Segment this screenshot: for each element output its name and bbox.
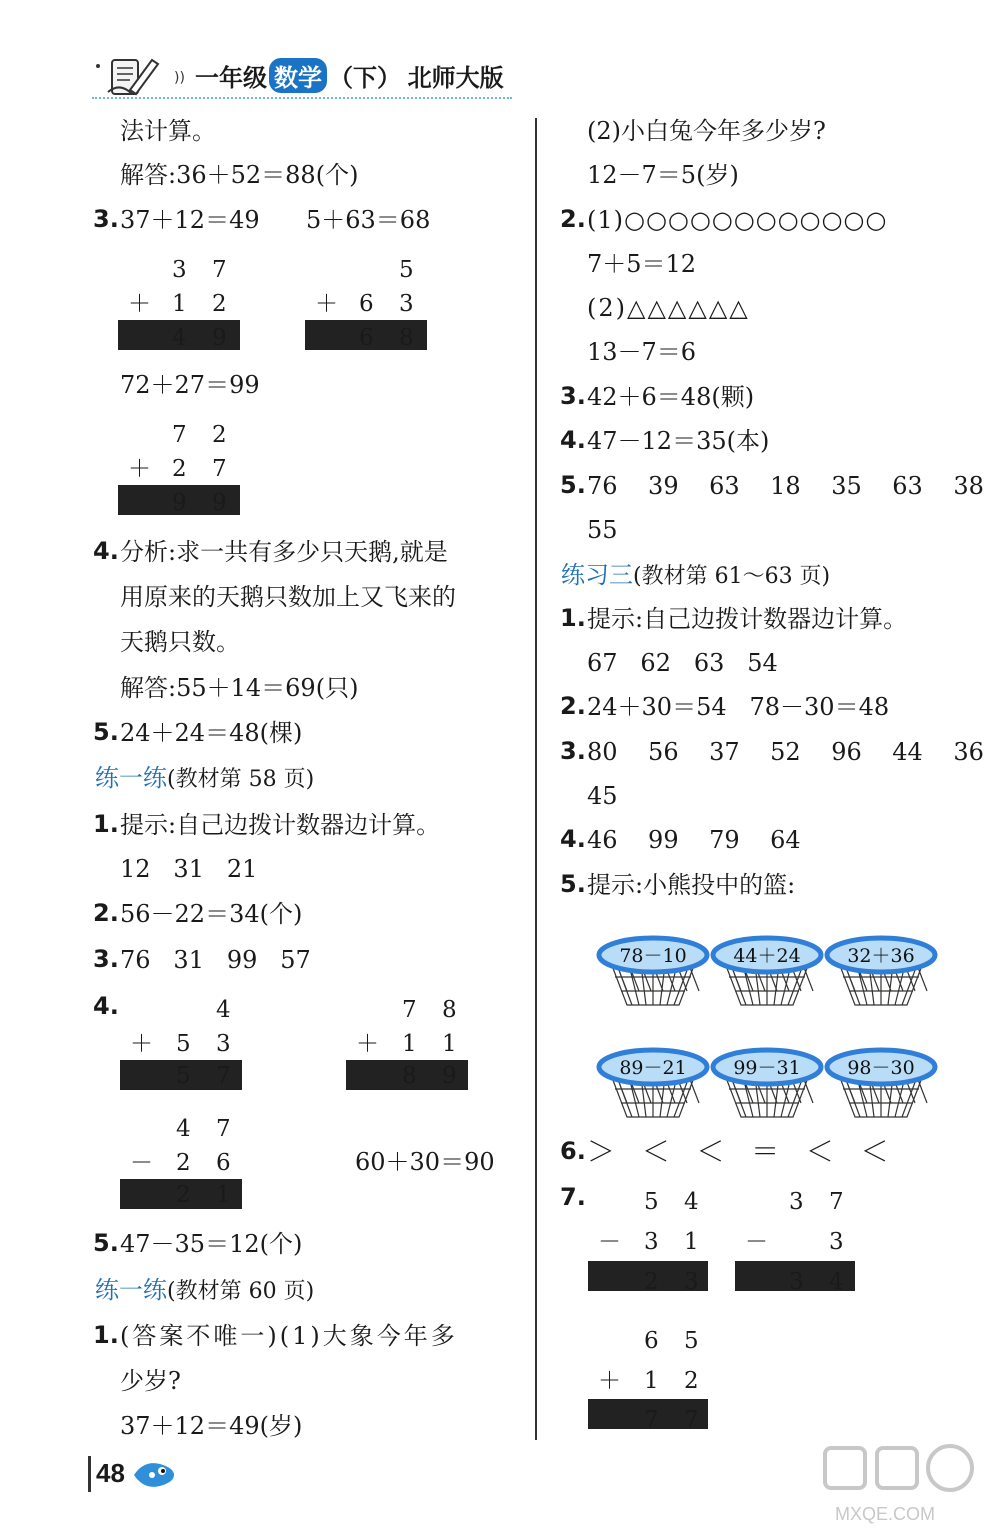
equation: 56－22＝34(个): [120, 900, 303, 928]
equation: 5＋63＝68: [306, 206, 431, 234]
question-number: 3.: [93, 205, 119, 233]
digit: 9: [212, 490, 227, 516]
fish-mascot-icon: [130, 1458, 178, 1492]
digit: 3: [399, 291, 414, 317]
operator: ＋: [598, 1368, 621, 1394]
digit: 7: [684, 1407, 699, 1433]
basket-grid: [596, 928, 946, 1128]
question-number: 4.: [560, 426, 586, 454]
answer-line: 76 31 99 57: [120, 946, 311, 974]
digit: 6: [644, 1328, 659, 1354]
basket: [827, 1050, 935, 1117]
digit: 4: [684, 1189, 699, 1215]
question-number: 1.: [560, 604, 586, 632]
digit: 7: [402, 997, 417, 1023]
digit: 3: [172, 257, 187, 283]
question-number: 1.: [93, 1321, 119, 1349]
digit: 2: [176, 1150, 191, 1176]
analysis-line: 分析:求一共有多少只天鹅,就是: [120, 538, 448, 566]
question-number: 4.: [560, 825, 586, 853]
hint-line: 提示:小熊投中的篮:: [587, 871, 796, 899]
pencil-book-icon: [96, 60, 158, 94]
digit: 2: [212, 422, 227, 448]
digit: 1: [402, 1031, 417, 1057]
watermark-logo: [815, 1440, 985, 1530]
circles-row: (1)○○○○○○○○○○○○: [587, 206, 888, 234]
answer-line: 76 39 63 18 35 63 38: [587, 472, 984, 500]
section-title: 练一练: [95, 1276, 167, 1304]
operator: －: [598, 1229, 621, 1255]
digit: 3: [829, 1229, 844, 1255]
digit: 5: [399, 257, 414, 283]
operator: －: [130, 1150, 153, 1176]
digit: 2: [212, 291, 227, 317]
digit: 1: [172, 291, 187, 317]
hint-line: 提示:自己边拨计数器边计算。: [120, 811, 441, 839]
section-reference: (教材第 58 页): [167, 767, 315, 792]
question-line: (答案不唯一)(1)大象今年多: [120, 1322, 458, 1350]
digit: 7: [172, 422, 187, 448]
operator: ＋: [356, 1031, 379, 1057]
answer-line: 67 62 63 54: [587, 649, 778, 677]
question-number: 4.: [93, 992, 119, 1020]
question-number: 3.: [560, 737, 586, 765]
header-grade: 一年级: [195, 65, 267, 92]
basket: [599, 1050, 707, 1117]
basket: [713, 1050, 821, 1117]
basket: [713, 938, 821, 1005]
equation: 12－7＝5(岁): [587, 161, 739, 189]
answer-line: 45: [587, 782, 618, 810]
svg-text:)): )): [174, 70, 185, 86]
digit: 8: [402, 1063, 417, 1089]
analysis-line: 天鹅只数。: [120, 628, 240, 656]
digit: 7: [216, 1116, 231, 1142]
question-number: 5.: [93, 1229, 119, 1257]
equation: 47－35＝12(个): [120, 1230, 303, 1258]
digit: 1: [684, 1229, 699, 1255]
question-number: 3.: [93, 945, 119, 973]
digit: 9: [212, 325, 227, 351]
baskets-svg: [596, 928, 946, 1128]
section-heading: [95, 1275, 314, 1307]
answer-line: 55: [587, 516, 618, 544]
digit: 2: [644, 1269, 659, 1295]
section-title: 练一练: [95, 764, 167, 792]
page-number-bar: [88, 1456, 91, 1492]
comparison-signs: ＞ ＜ ＜ ＝ ＜ ＜: [587, 1135, 889, 1168]
question-line: (2)小白兔今年多少岁?: [587, 117, 826, 145]
section-heading: [561, 560, 830, 592]
section-reference: (教材第 61～63 页): [633, 564, 831, 589]
digit: 3: [789, 1189, 804, 1215]
equation: 13－7＝6: [587, 338, 697, 366]
section-heading: [95, 763, 314, 795]
header-title: [195, 58, 504, 93]
question-number: 7.: [560, 1183, 586, 1211]
operator: ＋: [128, 456, 151, 482]
digit: 5: [176, 1063, 191, 1089]
question-line: 少岁?: [120, 1367, 181, 1395]
header-edition: （下） 北师大版: [329, 65, 504, 92]
hint-line: 提示:自己边拨计数器边计算。: [587, 605, 908, 633]
answer-line: 46 99 79 64: [587, 826, 801, 854]
operator: ＋: [128, 291, 151, 317]
digit: 7: [644, 1407, 659, 1433]
operator: ＋: [315, 291, 338, 317]
digit: 6: [216, 1150, 231, 1176]
basket-label: 98－30: [847, 1057, 915, 1079]
digit: 3: [684, 1269, 699, 1295]
question-number: 6.: [560, 1137, 586, 1165]
digit: 1: [644, 1368, 659, 1394]
answer-line: 解答:36＋52＝88(个): [120, 161, 359, 189]
page-number: 48: [96, 1458, 125, 1488]
watermark-text: MXQE.COM: [835, 1504, 936, 1524]
digit: 7: [829, 1189, 844, 1215]
triangles-row: (2)△△△△△△: [587, 294, 750, 322]
question-number: 5.: [560, 471, 586, 499]
digit: 2: [172, 456, 187, 482]
equation: 72＋27＝99: [120, 371, 260, 399]
digit: 9: [172, 490, 187, 516]
operator: ＋: [130, 1031, 153, 1057]
digit: 6: [359, 325, 374, 351]
equation: 42＋6＝48(颗): [587, 383, 755, 411]
digit: 5: [684, 1328, 699, 1354]
digit: 3: [216, 1031, 231, 1057]
text-line: 法计算。: [120, 117, 216, 145]
digit: 8: [399, 325, 414, 351]
header-subject: 数学: [269, 58, 327, 93]
digit: 4: [172, 325, 187, 351]
column-divider: [535, 118, 537, 1440]
equation: 7＋5＝12: [587, 250, 697, 278]
basket: [827, 938, 935, 1005]
answer-line: 80 56 37 52 96 44 36: [587, 738, 984, 766]
digit: 7: [212, 456, 227, 482]
digit: 2: [176, 1182, 191, 1208]
equation: 24＋24＝48(棵): [120, 719, 303, 747]
question-number: 1.: [93, 810, 119, 838]
header-rule: [92, 97, 512, 99]
analysis-line: 用原来的天鹅只数加上又飞来的: [120, 583, 456, 611]
digit: 7: [216, 1063, 231, 1089]
answer-line: 解答:55＋14＝69(只): [120, 674, 359, 702]
digit: 3: [789, 1269, 804, 1295]
digit: 1: [216, 1182, 231, 1208]
digit: 6: [359, 291, 374, 317]
section-reference: (教材第 60 页): [167, 1279, 315, 1304]
digit: 1: [442, 1031, 457, 1057]
digit: 4: [176, 1116, 191, 1142]
question-number: 4.: [93, 537, 119, 565]
digit: 5: [644, 1189, 659, 1215]
digit: 5: [176, 1031, 191, 1057]
digit: 4: [829, 1269, 844, 1295]
equation: 60＋30＝90: [355, 1148, 495, 1176]
question-number: 2.: [560, 205, 586, 233]
equation: 24＋30＝54 78－30＝48: [587, 693, 890, 721]
basket-label: 78－10: [619, 945, 687, 967]
question-number: 5.: [93, 718, 119, 746]
digit: 7: [212, 257, 227, 283]
digit: 9: [442, 1063, 457, 1089]
answer-line: 12 31 21: [120, 855, 258, 883]
basket-label: 44＋24: [733, 945, 801, 967]
question-number: 5.: [560, 870, 586, 898]
basket-label: 32＋36: [847, 945, 915, 967]
section-title: 练习三: [561, 561, 633, 589]
digit: 4: [216, 997, 231, 1023]
basket: [599, 938, 707, 1005]
basket-label: 99－31: [733, 1057, 801, 1079]
question-number: 2.: [93, 899, 119, 927]
equation: 37＋12＝49(岁): [120, 1412, 303, 1440]
operator: －: [745, 1229, 768, 1255]
digit: 8: [442, 997, 457, 1023]
question-number: 2.: [560, 692, 586, 720]
digit: 3: [644, 1229, 659, 1255]
equation: 37＋12＝49: [120, 206, 260, 234]
basket-label: 89－21: [619, 1057, 687, 1079]
equation: 47－12＝35(本): [587, 427, 770, 455]
digit: 2: [684, 1368, 699, 1394]
question-number: 3.: [560, 382, 586, 410]
